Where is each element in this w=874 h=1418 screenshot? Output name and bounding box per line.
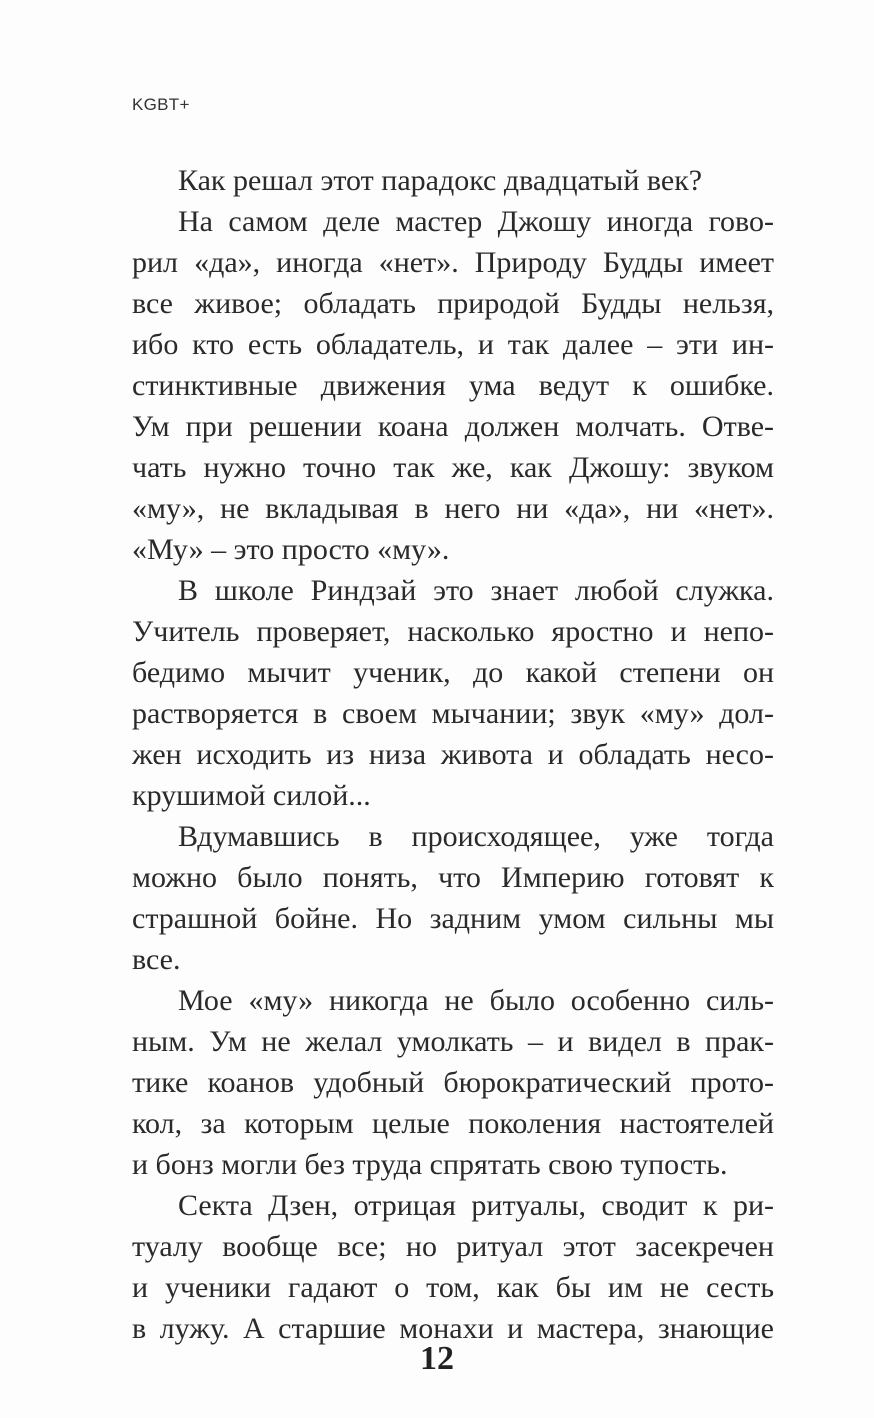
paragraph-5-line: тике коанов удобный бюрократический прото- xyxy=(132,1066,774,1099)
paragraph-5-line: ным. Ум не желал умолкать – и видел в прак- xyxy=(132,1025,774,1058)
paragraph-6-line: Секта Дзен, отрицая ритуалы, сводит к ри- xyxy=(178,1189,774,1222)
paragraph-3-line: жен исходить из низа живота и обладать несо- xyxy=(132,738,774,771)
paragraph-2-line: На самом деле мастер Джошу иногда гово- xyxy=(178,205,774,238)
paragraph-3-line: В школе Риндзай это знает любой служка. xyxy=(178,574,774,607)
paragraph-5-line: Мое «му» никогда не было особенно силь- xyxy=(178,984,774,1017)
paragraph-6-line: и ученики гадают о том, как бы им не сесть xyxy=(132,1271,774,1304)
paragraph-4-line: все. xyxy=(132,943,181,976)
paragraph-2-line: «Му» – это просто «му». xyxy=(132,533,450,566)
paragraph-2-line: ибо кто есть обладатель, и так далее – эти ин- xyxy=(132,328,774,361)
paragraph-2-line: стинктивные движения ума ведут к ошибке. xyxy=(132,369,774,402)
paragraph-1-line: Как решал этот парадокс двадцатый век? xyxy=(178,164,703,197)
paragraph-2-line: рил «да», иногда «нет». Природу Будды имеет xyxy=(132,246,774,279)
paragraph-5-line: кол, за которым целые поколения настоятелей xyxy=(132,1107,774,1140)
paragraph-2-line: Ум при решении коана должен молчать. Отве- xyxy=(132,410,774,443)
paragraph-5-line: и бонз могли без труда спрятать свою тупость. xyxy=(132,1148,728,1181)
paragraph-3-line: крушимой силой... xyxy=(132,779,371,812)
running-header: KGBT+ xyxy=(132,95,190,114)
paragraph-2-line: чать нужно точно так же, как Джошу: звуком xyxy=(132,451,774,484)
paragraph-4-line: Вдумавшись в происходящее, уже тогда xyxy=(178,820,774,853)
paragraph-2-line: все живое; обладать природой Будды нельзя, xyxy=(132,287,774,320)
paragraph-6-line: в лужу. А старшие монахи и мастера, знающие xyxy=(132,1312,774,1345)
paragraph-4-line: можно было понять, что Империю готовят к xyxy=(132,861,774,894)
paragraph-3-line: растворяется в своем мычании; звук «му» дол- xyxy=(132,697,774,730)
paragraph-3-line: бедимо мычит ученик, до какой степени он xyxy=(132,656,774,689)
paragraph-6-line: туалу вообще все; но ритуал этот засекречен xyxy=(132,1230,774,1263)
paragraph-3-line: Учитель проверяет, насколько яростно и непо- xyxy=(132,615,774,648)
paragraph-4-line: страшной бойне. Но задним умом сильны мы xyxy=(132,902,774,935)
paragraph-2-line: «му», не вкладывая в него ни «да», ни «нет». xyxy=(132,492,774,525)
page-number: 12 xyxy=(420,1340,454,1377)
body-text xyxy=(132,160,774,1349)
